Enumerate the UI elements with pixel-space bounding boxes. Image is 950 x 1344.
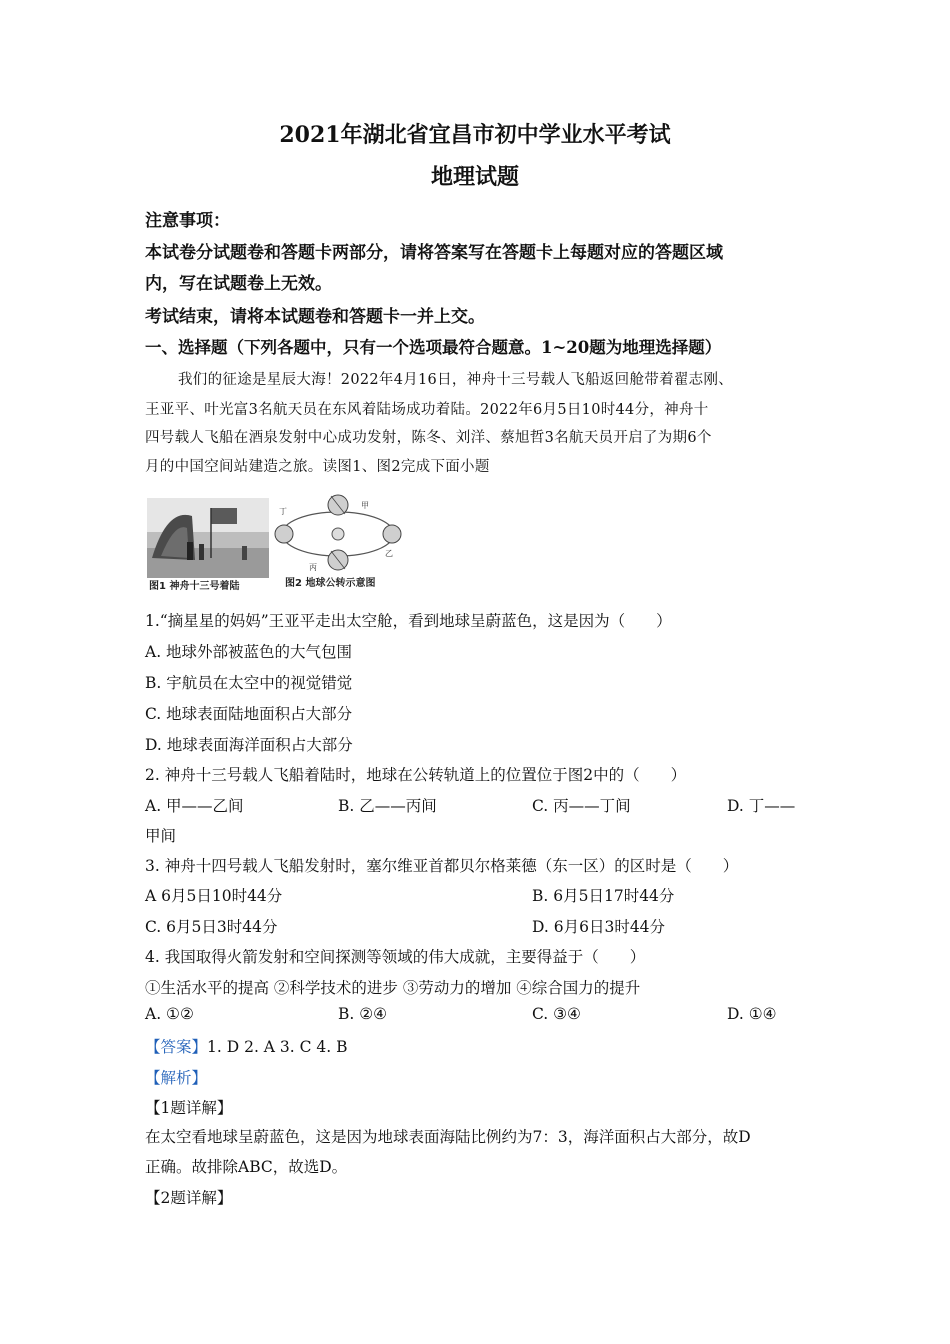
notice-line-1: 本试卷分试题卷和答题卡两部分，请将答案写在答题卡上每题对应的答题区域 [145,243,723,263]
detail-1-line-2: 正确。故排除ABC，故选D。 [145,1158,348,1176]
exam-title: 2021年湖北省宜昌市初中学业水平考试 [279,122,671,148]
section-heading: 一、选择题（下列各题中，只有一个选项最符合题意。1~20题为地理选择题） [145,338,722,357]
fig1-landing-photo [147,498,269,578]
answer-label: 【答案】 [145,1038,208,1056]
q3-option-b: B. 6月5日17时44分 [532,887,675,905]
q3-stem: 3. 神舟十四号载人飞船发射时，塞尔维亚首都贝尔格莱德（东一区）的区时是（ ） [145,857,739,875]
q1-option-d: D. 地球表面海洋面积占大部分 [145,736,353,754]
q4-stem: 4. 我国取得火箭发射和空间探测等领域的伟大成就，主要得益于（ ） [145,948,646,966]
q3-option-c: C. 6月5日3时44分 [145,918,278,936]
detail-2-title: 【2题详解】 [145,1189,233,1207]
fig2-label-yi: 乙 [385,549,393,558]
q3-option-a: A 6月5日10时44分 [145,887,283,905]
q4-option-c: C. ③④ [532,1005,581,1023]
q2-stem: 2. 神舟十三号载人飞船着陆时，地球在公转轨道上的位置位于图2中的（ ） [145,766,687,784]
q2-option-d: D. 丁—— [727,797,796,815]
q2-option-a: A. 甲——乙间 [145,797,244,815]
fig2-label-bing: 丙 [309,563,317,572]
q4-choices: ①生活水平的提高 ②科学技术的进步 ③劳动力的增加 ④综合国力的提升 [145,979,641,997]
fig2-label-jia: 甲 [361,501,369,510]
passage-line-4: 月的中国空间站建造之旅。读图1、图2完成下面小题 [145,459,490,475]
q1-option-c: C. 地球表面陆地面积占大部分 [145,705,353,723]
q4-option-d: D. ①④ [727,1005,777,1023]
fig2-orbit-diagram [273,490,403,574]
q1-option-b: B. 宇航员在太空中的视觉错觉 [145,674,353,692]
fig2-caption: 图2 地球公转示意图 [285,578,376,589]
answer-line [145,1035,805,1057]
q2-option-d-continued: 甲间 [145,827,177,845]
answer-text: 1. D 2. A 3. C 4. B [207,1038,348,1056]
notice-heading: 注意事项： [145,211,230,231]
passage-line-3: 四号载人飞船在酒泉发射中心成功发射，陈冬、刘洋、蔡旭哲3名航天员开启了为期6个 [145,430,712,446]
fig2-label-ding: 丁 [279,507,287,516]
fig1-caption: 图1 神舟十三号着陆 [149,581,240,592]
notice-line-3: 考试结束，请将本试题卷和答题卡一并上交。 [145,307,485,327]
q1-stem: 1.“摘星星的妈妈”王亚平走出太空舱，看到地球呈蔚蓝色，这是因为（ ） [145,612,672,630]
q1-option-a: A. 地球外部被蓝色的大气包围 [145,643,353,661]
notice-line-2: 内，写在试题卷上无效。 [145,274,332,294]
q3-option-d: D. 6月6日3时44分 [532,918,666,936]
q4-option-b: B. ②④ [338,1005,388,1023]
q4-option-a: A. ①② [145,1005,194,1023]
figures [145,490,405,590]
q2-option-b: B. 乙——丙间 [338,797,437,815]
passage-line-2: 王亚平、叶光富3名航天员在东风着陆场成功着陆。2022年6月5日10时44分，神舟十 [145,402,709,418]
analysis-label: 【解析】 [145,1069,208,1087]
exam-subtitle: 地理试题 [430,164,519,190]
detail-1-title: 【1题详解】 [145,1099,233,1117]
q2-option-c: C. 丙——丁间 [532,797,631,815]
detail-1-line-1: 在太空看地球呈蔚蓝色，这是因为地球表面海陆比例约为7：3，海洋面积占大部分，故D [145,1128,751,1146]
passage-line-1: 我们的征途是星辰大海！2022年4月16日，神舟十三号载人飞船返回舱带着翟志刚、 [178,372,734,388]
